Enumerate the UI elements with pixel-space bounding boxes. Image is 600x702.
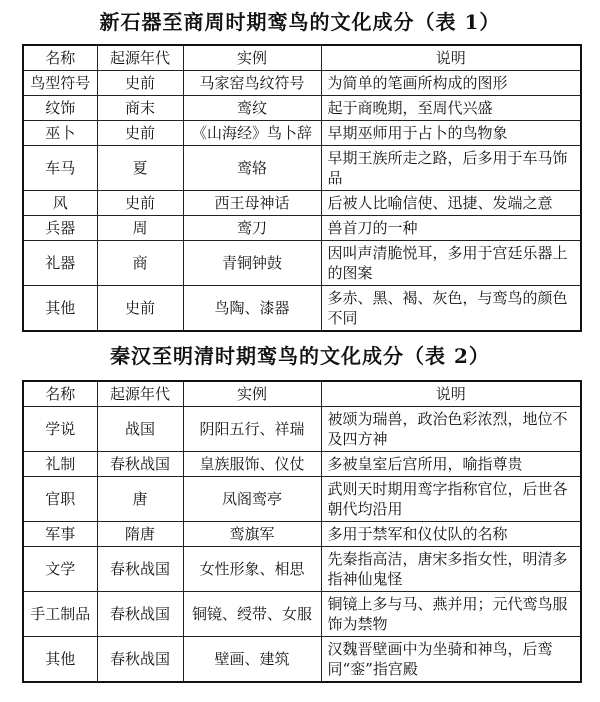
description-cell: 起于商晚期，至周代兴盛 [321, 96, 581, 121]
name-cell: 文学 [23, 547, 97, 592]
origin-cell: 史前 [97, 191, 183, 216]
description-cell: 先秦指高洁，唐宋多指女性，明清多指神仙鬼怪 [321, 547, 581, 592]
table-row [23, 241, 581, 286]
name-cell: 官职 [23, 477, 97, 522]
table-row [23, 637, 581, 683]
table-row [23, 547, 581, 592]
origin-cell: 史前 [97, 121, 183, 146]
table2-title: 秦汉至明清时期鸾鸟的文化成分（表 2） [110, 344, 490, 368]
example-cell: 鸾辂 [183, 146, 321, 191]
name-cell: 车马 [23, 146, 97, 191]
name-cell: 鸟型符号 [23, 71, 97, 96]
example-cell: 女性形象、相思 [183, 547, 321, 592]
table2-header-row [23, 381, 581, 407]
name-cell: 学说 [23, 407, 97, 452]
origin-cell: 战国 [97, 407, 183, 452]
description-cell: 后被人比喻信使、迅捷、发端之意 [321, 191, 581, 216]
example-cell: 凤阁鸾亭 [183, 477, 321, 522]
column-header: 说明 [321, 381, 581, 407]
name-cell: 其他 [23, 637, 97, 683]
origin-cell: 春秋战国 [97, 547, 183, 592]
description-cell: 汉魏晋壁画中为坐骑和神鸟，后鸾同“銮”指宫殿 [321, 637, 581, 683]
table-row [23, 522, 581, 547]
origin-cell: 夏 [97, 146, 183, 191]
origin-cell: 商 [97, 241, 183, 286]
column-header: 起源年代 [97, 45, 183, 71]
table-row [23, 407, 581, 452]
description-cell: 铜镜上多与马、燕并用；元代鸾鸟服饰为禁物 [321, 592, 581, 637]
table-row [23, 477, 581, 522]
table-row [23, 191, 581, 216]
name-cell: 其他 [23, 286, 97, 332]
origin-cell: 春秋战国 [97, 592, 183, 637]
example-cell: 阴阳五行、祥瑞 [183, 407, 321, 452]
description-cell: 兽首刀的一种 [321, 216, 581, 241]
example-cell: 西王母神话 [183, 191, 321, 216]
example-cell: 铜镜、绶带、女服 [183, 592, 321, 637]
description-cell: 多被皇室后宫所用，喻指尊贵 [321, 452, 581, 477]
column-header: 起源年代 [97, 381, 183, 407]
table-row [23, 592, 581, 637]
column-header: 实例 [183, 381, 321, 407]
name-cell: 礼制 [23, 452, 97, 477]
origin-cell: 春秋战国 [97, 452, 183, 477]
name-cell: 纹饰 [23, 96, 97, 121]
table-row [23, 71, 581, 96]
origin-cell: 隋唐 [97, 522, 183, 547]
example-cell: 鸾刀 [183, 216, 321, 241]
table-row [23, 286, 581, 332]
name-cell: 巫卜 [23, 121, 97, 146]
example-cell: 鸾纹 [183, 96, 321, 121]
table-row [23, 146, 581, 191]
table1 [22, 44, 582, 332]
table-row [23, 216, 581, 241]
column-header: 说明 [321, 45, 581, 71]
example-cell: 青铜钟鼓 [183, 241, 321, 286]
column-header: 实例 [183, 45, 321, 71]
description-cell: 被颂为瑞兽，政治色彩浓烈，地位不及四方神 [321, 407, 581, 452]
table-row [23, 121, 581, 146]
example-cell: 鸟陶、漆器 [183, 286, 321, 332]
description-cell: 因叫声清脆悦耳，多用于宫廷乐器上的图案 [321, 241, 581, 286]
description-cell: 多赤、黑、褐、灰色，与鸾鸟的颜色不同 [321, 286, 581, 332]
origin-cell: 唐 [97, 477, 183, 522]
origin-cell: 史前 [97, 71, 183, 96]
origin-cell: 周 [97, 216, 183, 241]
table1-title: 新石器至商周时期鸾鸟的文化成分（表 1） [99, 10, 501, 34]
description-cell: 武则天时期用鸾字指称官位，后世各朝代均沿用 [321, 477, 581, 522]
name-cell: 礼器 [23, 241, 97, 286]
example-cell: 壁画、建筑 [183, 637, 321, 683]
example-cell: 皇族服饰、仪仗 [183, 452, 321, 477]
name-cell: 风 [23, 191, 97, 216]
table-row [23, 452, 581, 477]
table1-header-row [23, 45, 581, 71]
origin-cell: 春秋战国 [97, 637, 183, 683]
example-cell: 鸾旗军 [183, 522, 321, 547]
column-header: 名称 [23, 45, 97, 71]
description-cell: 为简单的笔画所构成的图形 [321, 71, 581, 96]
name-cell: 军事 [23, 522, 97, 547]
description-cell: 多用于禁军和仪仗队的名称 [321, 522, 581, 547]
table2 [22, 380, 582, 683]
origin-cell: 史前 [97, 286, 183, 332]
name-cell: 手工制品 [23, 592, 97, 637]
origin-cell: 商末 [97, 96, 183, 121]
column-header: 名称 [23, 381, 97, 407]
name-cell: 兵器 [23, 216, 97, 241]
description-cell: 早期王族所走之路，后多用于车马饰品 [321, 146, 581, 191]
example-cell: 马家窑鸟纹符号 [183, 71, 321, 96]
example-cell: 《山海经》鸟卜辞 [183, 121, 321, 146]
table-row [23, 96, 581, 121]
description-cell: 早期巫师用于占卜的鸟物象 [321, 121, 581, 146]
